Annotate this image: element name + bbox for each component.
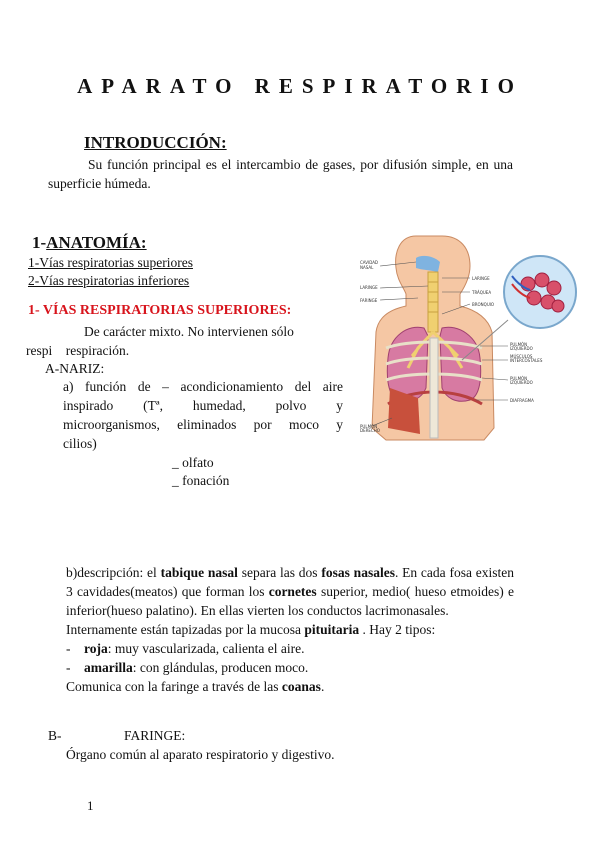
amarilla-dash: - bbox=[66, 660, 71, 675]
svg-text:TRÁQUEA: TRÁQUEA bbox=[472, 290, 492, 295]
svg-text:FARINGE: FARINGE bbox=[360, 298, 378, 303]
amarilla-text: : con glándulas, producen moco. bbox=[132, 660, 309, 675]
svg-text:MÚSCULOS: MÚSCULOS bbox=[510, 354, 533, 359]
nariz-heading: A-NARIZ: bbox=[45, 361, 105, 376]
function-line-3: microorganismos, eliminados por moco y bbox=[63, 417, 343, 432]
svg-text:PULMÓN: PULMÓN bbox=[360, 424, 378, 429]
svg-text:LARINGE: LARINGE bbox=[360, 285, 378, 290]
upper-line1: De carácter mixto. No intervienen sólo bbox=[84, 324, 294, 339]
anatomy-heading bbox=[32, 233, 147, 253]
amarilla-keyword: amarilla bbox=[84, 660, 133, 675]
svg-text:INTERCOSTALES: INTERCOSTALES bbox=[510, 358, 543, 363]
svg-text:NASAL: NASAL bbox=[360, 265, 374, 270]
vias-item-1: 1-Vías respiratorias superiores bbox=[28, 255, 193, 270]
svg-text:DIAFRAGMA: DIAFRAGMA bbox=[510, 398, 534, 403]
roja-dash: - bbox=[66, 641, 71, 656]
nariz-function bbox=[63, 377, 343, 453]
description-paragraph bbox=[66, 563, 514, 696]
svg-text:LARINGE: LARINGE bbox=[472, 276, 490, 281]
page-number: 1 bbox=[87, 798, 94, 813]
coanas-pre: Comunica con la faringe a través de las bbox=[66, 679, 282, 694]
roja-item bbox=[66, 639, 514, 658]
function-line-4: cilios) bbox=[63, 436, 97, 451]
roja-text: : muy vascularizada, calienta el aire. bbox=[107, 641, 305, 656]
faringe-text: Órgano común al aparato respiratorio y digestivo. bbox=[66, 747, 335, 762]
upper-airways-heading: 1- VÍAS RESPIRATORIAS SUPERIORES: bbox=[28, 303, 292, 318]
coanas-keyword: coanas bbox=[281, 679, 321, 694]
function-line-1: a) función de – acondicionamiento del aire bbox=[63, 379, 343, 394]
pituitaria-text: Internamente están tapizadas por la mucosa pituitaria . Hay 2 tipos: bbox=[66, 622, 436, 637]
faringe-label-b: B- bbox=[48, 728, 62, 743]
description-text: b)descripción: el tabique nasal separa las dos fosas nasales. En cada fosa existen 3 cavidades(meatos) que forman los cornetes superior, medio( hueso etmoides) e inferior(hueso palatino). En ellas vierten los conductos lacrimonasales. bbox=[66, 565, 515, 618]
amarilla-item bbox=[66, 658, 514, 677]
svg-text:BRONQUIO: BRONQUIO bbox=[472, 302, 495, 307]
roja-keyword: roja bbox=[84, 641, 108, 656]
anatomy-title: ANATOMÍA: bbox=[46, 233, 147, 252]
anatomy-number: 1- bbox=[32, 233, 47, 252]
page-title: APARATO RESPIRATORIO bbox=[77, 74, 523, 98]
svg-text:DERECHO: DERECHO bbox=[360, 428, 380, 433]
svg-text:CAVIDAD: CAVIDAD bbox=[360, 260, 379, 265]
function-line-2: inspirado (Tª, humedad, polvo y bbox=[63, 398, 343, 413]
olfato-item: _ olfato bbox=[172, 455, 214, 470]
coanas-post: . bbox=[320, 679, 325, 694]
svg-text:IZQUIERDO: IZQUIERDO bbox=[510, 346, 533, 351]
intro-heading: INTRODUCCIÓN: bbox=[84, 133, 227, 152]
svg-text:IZQUIERDO: IZQUIERDO bbox=[510, 380, 533, 385]
intro-text: Su función principal es el intercambio de gases, por difusión simple, en una superficie húmeda. bbox=[48, 157, 513, 191]
upper-line2: respi respiración. bbox=[26, 343, 130, 358]
vias-item-2: 2-Vías respiratorias inferiores bbox=[28, 273, 190, 288]
svg-text:PULMÓN: PULMÓN bbox=[510, 376, 528, 381]
svg-text:PULMÓN: PULMÓN bbox=[510, 342, 528, 347]
fonacion-item: _ fonación bbox=[172, 473, 230, 488]
respiratory-anatomy-icon bbox=[358, 228, 590, 448]
respiratory-anatomy-figure bbox=[358, 228, 590, 448]
coanas-line bbox=[66, 677, 514, 696]
faringe-heading: FARINGE: bbox=[124, 728, 186, 743]
